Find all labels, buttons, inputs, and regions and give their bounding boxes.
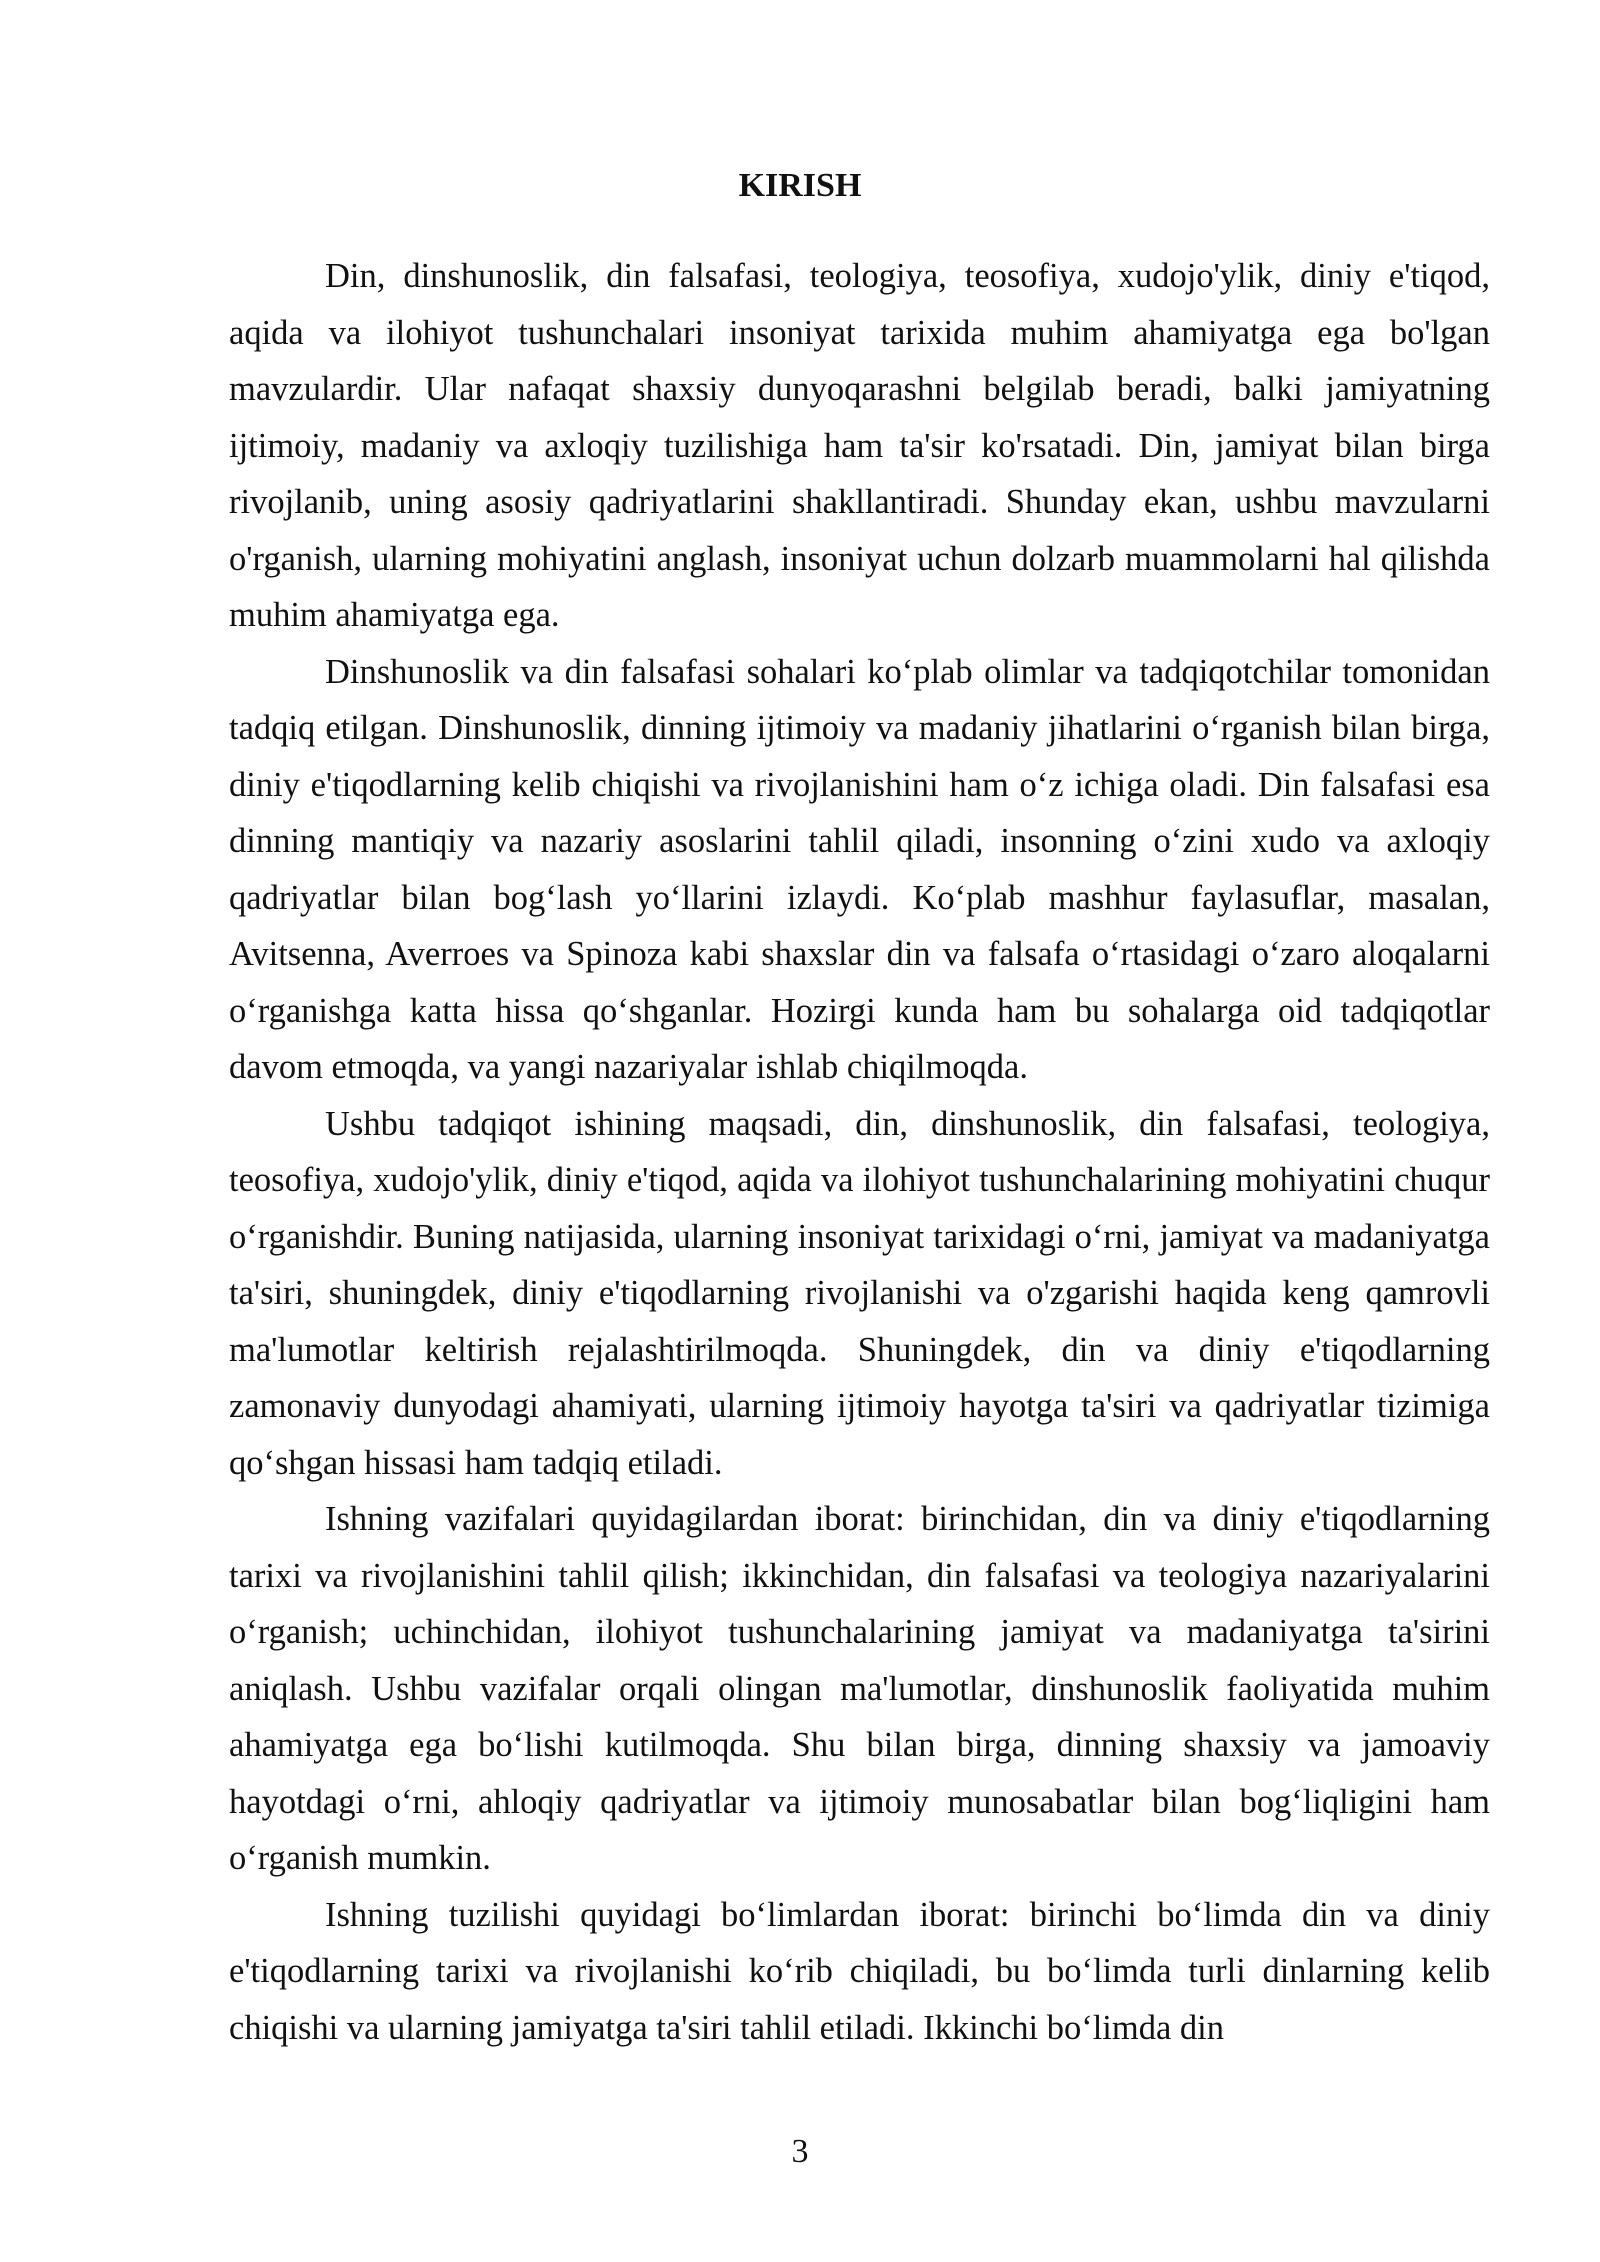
- paragraph-structure: Ishning tuzilishi quyidagi bo‘limlardan iborat: birinchi bo‘limda din va diniy e'tiqodlarning tarixi va rivojlanishi ko‘rib chiqiladi, bu bo‘limda turli dinlarning kelib chiqishi va ularning jamiyatga ta'siri tahlil etiladi. Ikkinchi bo‘limda din: [229, 1895, 1490, 2047]
- paragraph-research-background: Dinshunoslik va din falsafasi sohalari ko‘plab olimlar va tadqiqotchilar tomonidan tadqiq etilgan. Dinshunoslik, dinning ijtimoiy va madaniy jihatlarini o‘rganish bilan birga, diniy e'tiqodlarning kelib chiqishi va rivojlanishini ham o‘z ichiga oladi. Din falsafasi esa dinning mantiqiy va nazariy asoslarini tahlil qiladi, insonning o‘zini xudo va axloqiy qadriyatlar bilan bog‘lash yo‘llarini izlaydi. Ko‘plab mashhur faylasuflar, masalan, Avitsenna, Averroes va Spinoza kabi shaxslar din va falsafa o‘rtasidagi o‘zaro aloqalarni o‘rganishga katta hissa qo‘shganlar. Hozirgi kunda ham bu sohalarga oid tadqiqotlar davom etmoqda, va yangi nazariyalar ishlab chiqilmoqda.: [229, 652, 1490, 1086]
- body-text: [229, 248, 1490, 2056]
- paragraph-intro: Din, dinshunoslik, din falsafasi, teologiya, teosofiya, xudojo'ylik, diniy e'tiqod, aqida va ilohiyot tushunchalari insoniyat tarixida muhim ahamiyatga ega bo'lgan mavzulardir. Ular nafaqat shaxsiy dunyoqarashni belgilab beradi, balki jamiyatning ijtimoiy, madaniy va axloqiy tuzilishiga ham ta'sir ko'rsatadi. Din, jamiyat bilan birga rivojlanib, uning asosiy qadriyatlarini shakllantiradi. Shunday ekan, ushbu mavzularni o'rganish, ularning mohiyatini anglash, insoniyat uchun dolzarb muammolarni hal qilishda muhim ahamiyatga ega.: [229, 257, 1490, 634]
- section-title: KIRISH: [738, 167, 862, 204]
- paragraph-tasks: Ishning vazifalari quyidagilardan iborat: birinchidan, din va diniy e'tiqodlarning tarixi va rivojlanishini tahlil qilish; ikkinchidan, din falsafasi va teologiya nazariyalarini o‘rganish; uchinchidan, ilohiyot tushunchalarining jamiyat va madaniyatga ta'sirini aniqlash. Ushbu vazifalar orqali olingan ma'lumotlar, dinshunoslik faoliyatida muhim ahamiyatga ega bo‘lishi kutilmoqda. Shu bilan birga, dinning shaxsiy va jamoaviy hayotdagi o‘rni, ahloqiy qadriyatlar va ijtimoiy munosabatlar bilan bog‘liqligini ham o‘rganish mumkin.: [229, 1500, 1490, 1877]
- paragraph-goal: Ushbu tadqiqot ishining maqsadi, din, dinshunoslik, din falsafasi, teologiya, teosofiya, xudojo'ylik, diniy e'tiqod, aqida va ilohiyot tushunchalarining mohiyatini chuqur o‘rganishdir. Buning natijasida, ularning insoniyat tarixidagi o‘rni, jamiyat va madaniyatga ta'siri, shuningdek, diniy e'tiqodlarning rivojlanishi va o'zgarishi haqida keng qamrovli ma'lumotlar keltirish rejalashtirilmoqda. Shuningdek, din va diniy e'tiqodlarning zamonaviy dunyodagi ahamiyati, ularning ijtimoiy hayotga ta'siri va qadriyatlar tizimiga qo‘shgan hissasi ham tadqiq etiladi.: [229, 1104, 1490, 1482]
- page-number: 3: [791, 2133, 809, 2170]
